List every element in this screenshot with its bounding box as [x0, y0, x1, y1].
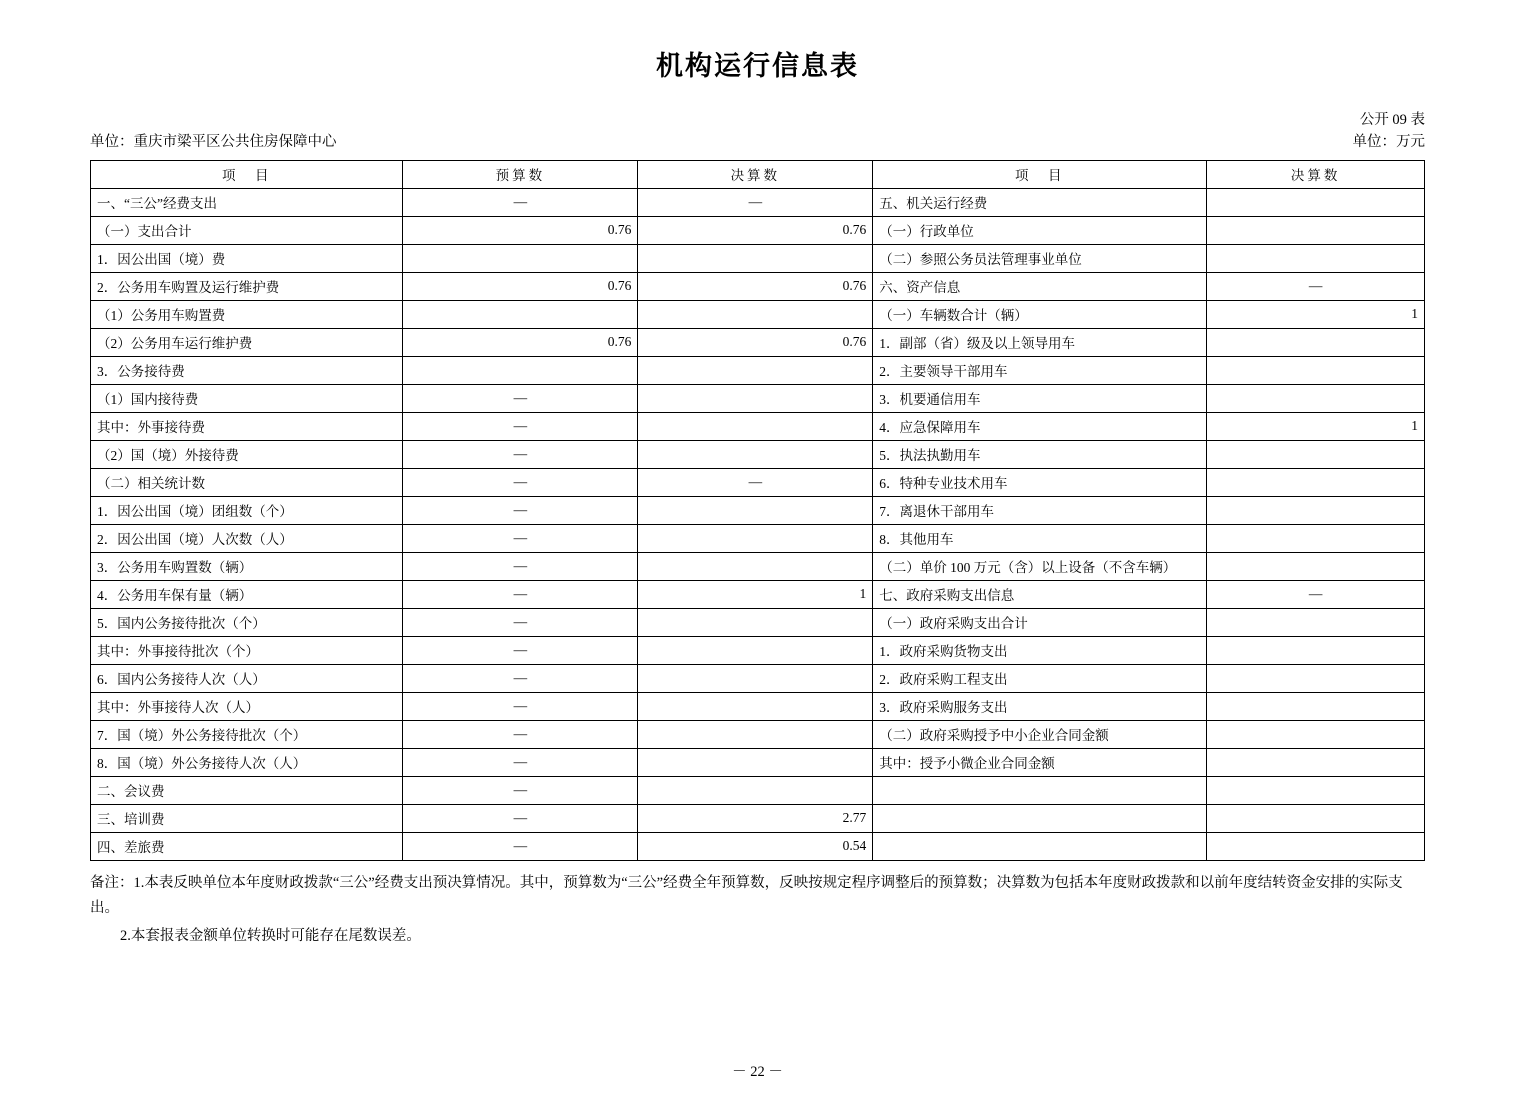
right-item-label: 3．机要通信用车	[873, 384, 1207, 412]
final-value	[638, 412, 873, 440]
right-final-value	[1207, 244, 1425, 272]
budget-value: —	[403, 664, 638, 692]
right-item-label	[873, 776, 1207, 804]
header-final: 决算数	[638, 160, 873, 188]
budget-value: —	[403, 748, 638, 776]
final-value: 1	[638, 580, 873, 608]
right-final-value	[1207, 720, 1425, 748]
right-final-value	[1207, 440, 1425, 468]
final-value	[638, 664, 873, 692]
table-row	[91, 636, 1425, 664]
right-item-label: 其中：授予小微企业合同金额	[873, 748, 1207, 776]
table-row	[91, 216, 1425, 244]
header-budget: 预算数	[403, 160, 638, 188]
budget-value: —	[403, 692, 638, 720]
right-final-value: 1	[1207, 300, 1425, 328]
right-final-value	[1207, 636, 1425, 664]
table-row	[91, 608, 1425, 636]
right-item-label	[873, 804, 1207, 832]
final-value: 0.76	[638, 216, 873, 244]
left-item-label: 2．公务用车购置及运行维护费	[91, 272, 403, 300]
form-code: 公开 09 表	[1359, 112, 1425, 128]
final-value: —	[638, 468, 873, 496]
right-item-label: （二）政府采购授予中小企业合同金额	[873, 720, 1207, 748]
left-item-label: 3．公务接待费	[91, 356, 403, 384]
amount-unit: 单位：万元	[1352, 134, 1425, 151]
final-value	[638, 776, 873, 804]
budget-value: —	[403, 188, 638, 216]
left-item-label: （二）相关统计数	[91, 468, 403, 496]
budget-value: —	[403, 468, 638, 496]
page-title: 机构运行信息表	[656, 51, 859, 81]
note-line-2: 2.本套报表金额单位转换时可能存在尾数误差。	[120, 927, 421, 944]
right-item-label: 6．特种专业技术用车	[873, 468, 1207, 496]
budget-value: —	[403, 776, 638, 804]
right-item-label: （一）行政单位	[873, 216, 1207, 244]
right-final-value: —	[1207, 580, 1425, 608]
table-row	[91, 272, 1425, 300]
final-value	[638, 524, 873, 552]
table-notes	[90, 871, 1425, 949]
table-row	[91, 384, 1425, 412]
budget-value: —	[403, 580, 638, 608]
budget-value: —	[403, 804, 638, 832]
document-meta	[90, 109, 1425, 154]
right-final-value: —	[1207, 272, 1425, 300]
left-item-label: 其中：外事接待批次（个）	[91, 636, 403, 664]
budget-value: —	[403, 720, 638, 748]
table-row	[91, 356, 1425, 384]
right-final-value	[1207, 804, 1425, 832]
final-value: —	[638, 188, 873, 216]
right-final-value	[1207, 524, 1425, 552]
left-item-label: （一）支出合计	[91, 216, 403, 244]
document-page	[0, 44, 1515, 1113]
right-item-label: 2．主要领导干部用车	[873, 356, 1207, 384]
left-item-label: 三、培训费	[91, 804, 403, 832]
left-item-label: （1）公务用车购置费	[91, 300, 403, 328]
right-final-value	[1207, 552, 1425, 580]
right-final-value	[1207, 384, 1425, 412]
unit-label: 单位：重庆市梁平区公共住房保障中心	[90, 134, 337, 151]
final-value	[638, 748, 873, 776]
right-item-label: 五、机关运行经费	[873, 188, 1207, 216]
final-value	[638, 244, 873, 272]
right-item-label: 8．其他用车	[873, 524, 1207, 552]
table-row	[91, 412, 1425, 440]
final-value	[638, 636, 873, 664]
final-value: 0.76	[638, 272, 873, 300]
right-final-value: 1	[1207, 412, 1425, 440]
budget-value: —	[403, 524, 638, 552]
table-body	[91, 188, 1425, 860]
table-row	[91, 328, 1425, 356]
budget-value: —	[403, 440, 638, 468]
left-item-label: 二、会议费	[91, 776, 403, 804]
page-number: － 22 －	[732, 1064, 783, 1080]
right-item-label	[873, 832, 1207, 860]
final-value	[638, 720, 873, 748]
left-item-label: 1．因公出国（境）费	[91, 244, 403, 272]
left-item-label: 4．公务用车保有量（辆）	[91, 580, 403, 608]
budget-value: —	[403, 608, 638, 636]
left-item-label: （2）公务用车运行维护费	[91, 328, 403, 356]
right-final-value	[1207, 356, 1425, 384]
table-row	[91, 440, 1425, 468]
right-final-value	[1207, 692, 1425, 720]
budget-value: —	[403, 384, 638, 412]
right-final-value	[1207, 748, 1425, 776]
right-final-value	[1207, 468, 1425, 496]
final-value	[638, 496, 873, 524]
right-final-value	[1207, 328, 1425, 356]
left-item-label: 8．国（境）外公务接待人次（人）	[91, 748, 403, 776]
left-item-label: 其中：外事接待费	[91, 412, 403, 440]
right-final-value	[1207, 496, 1425, 524]
institution-operation-table	[90, 160, 1425, 861]
note-line-1: 备注：1.本表反映单位本年度财政拨款“三公”经费支出预决算情况。其中，预算数为“三公”经费全年预算数，反映按规定程序调整后的预算数；决算数为包括本年度财政拨款和以前年度结转资金安排的实际支出。	[90, 874, 1403, 917]
budget-value: —	[403, 552, 638, 580]
final-value: 0.54	[638, 832, 873, 860]
table-row	[91, 552, 1425, 580]
budget-value: 0.76	[403, 272, 638, 300]
right-item-label: 4．应急保障用车	[873, 412, 1207, 440]
right-item-label: 5．执法执勤用车	[873, 440, 1207, 468]
table-row	[91, 804, 1425, 832]
left-item-label: 四、差旅费	[91, 832, 403, 860]
table-row	[91, 524, 1425, 552]
right-item-label: 六、资产信息	[873, 272, 1207, 300]
final-value	[638, 384, 873, 412]
table-row	[91, 188, 1425, 216]
left-item-label: 3．公务用车购置数（辆）	[91, 552, 403, 580]
budget-value: —	[403, 496, 638, 524]
table-row	[91, 832, 1425, 860]
table-row	[91, 664, 1425, 692]
header-left-item: 项 目	[91, 160, 403, 188]
right-item-label: 1．政府采购货物支出	[873, 636, 1207, 664]
right-final-value	[1207, 664, 1425, 692]
budget-value: 0.76	[403, 216, 638, 244]
right-final-value	[1207, 216, 1425, 244]
table-row	[91, 580, 1425, 608]
final-value	[638, 356, 873, 384]
table-header-row	[91, 160, 1425, 188]
budget-value: —	[403, 412, 638, 440]
right-item-label: 1．副部（省）级及以上领导用车	[873, 328, 1207, 356]
right-item-label: 7．离退休干部用车	[873, 496, 1207, 524]
left-item-label: 1．因公出国（境）团组数（个）	[91, 496, 403, 524]
right-final-value	[1207, 832, 1425, 860]
table-row	[91, 720, 1425, 748]
table-row	[91, 748, 1425, 776]
header-right-final: 决算数	[1207, 160, 1425, 188]
table-row	[91, 496, 1425, 524]
budget-value: —	[403, 832, 638, 860]
header-right-item: 项 目	[873, 160, 1207, 188]
final-value	[638, 440, 873, 468]
left-item-label: 6．国内公务接待人次（人）	[91, 664, 403, 692]
final-value: 0.76	[638, 328, 873, 356]
left-item-label: 7．国（境）外公务接待批次（个）	[91, 720, 403, 748]
right-item-label: 2．政府采购工程支出	[873, 664, 1207, 692]
left-item-label: 2．因公出国（境）人次数（人）	[91, 524, 403, 552]
final-value	[638, 300, 873, 328]
right-item-label: 3．政府采购服务支出	[873, 692, 1207, 720]
right-item-label: 七、政府采购支出信息	[873, 580, 1207, 608]
right-item-label: （二）参照公务员法管理事业单位	[873, 244, 1207, 272]
final-value	[638, 692, 873, 720]
right-item-label: （二）单价 100 万元（含）以上设备（不含车辆）	[873, 552, 1207, 580]
left-item-label: 其中：外事接待人次（人）	[91, 692, 403, 720]
final-value: 2.77	[638, 804, 873, 832]
table-row	[91, 776, 1425, 804]
budget-value	[403, 300, 638, 328]
budget-value	[403, 244, 638, 272]
left-item-label: （1）国内接待费	[91, 384, 403, 412]
right-item-label: （一）政府采购支出合计	[873, 608, 1207, 636]
budget-value	[403, 356, 638, 384]
table-row	[91, 300, 1425, 328]
budget-value: —	[403, 636, 638, 664]
table-row	[91, 468, 1425, 496]
left-item-label: （2）国（境）外接待费	[91, 440, 403, 468]
left-item-label: 5．国内公务接待批次（个）	[91, 608, 403, 636]
left-item-label: 一、“三公”经费支出	[91, 188, 403, 216]
right-final-value	[1207, 188, 1425, 216]
table-row	[91, 244, 1425, 272]
right-item-label: （一）车辆数合计（辆）	[873, 300, 1207, 328]
budget-value: 0.76	[403, 328, 638, 356]
table-row	[91, 692, 1425, 720]
final-value	[638, 608, 873, 636]
final-value	[638, 552, 873, 580]
right-final-value	[1207, 776, 1425, 804]
right-final-value	[1207, 608, 1425, 636]
